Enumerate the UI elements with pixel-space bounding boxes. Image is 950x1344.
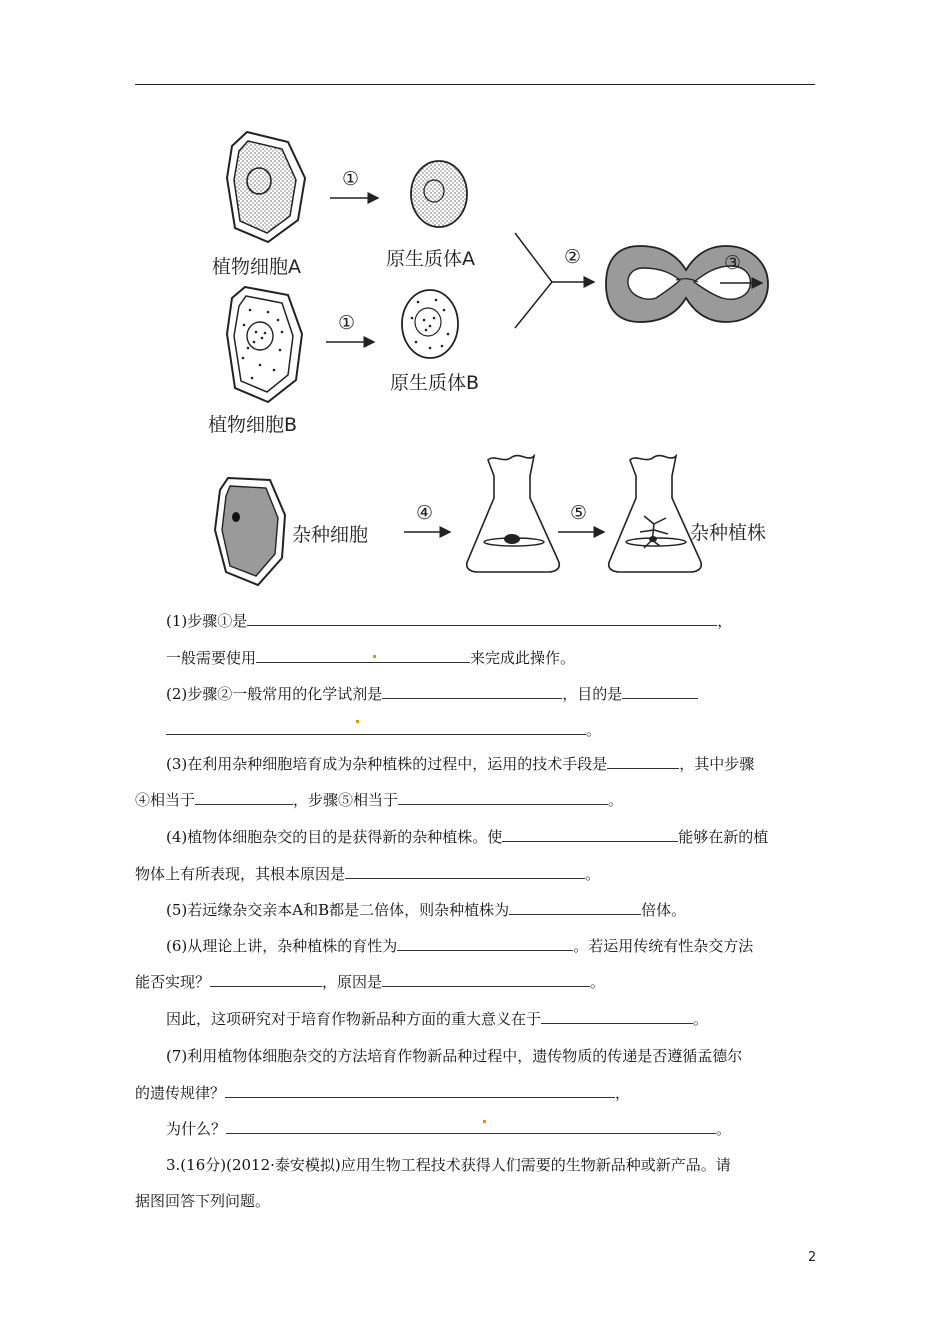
q1-text: (1)步骤①是 xyxy=(166,612,248,630)
q2-mid: ，目的是 xyxy=(562,685,623,703)
q6-line-b xyxy=(135,972,605,992)
q3-line-a xyxy=(166,754,754,774)
fused-protoplast xyxy=(606,246,768,322)
flask-callus xyxy=(467,456,560,572)
label-plant-cell-b: 植物细胞B xyxy=(208,414,298,436)
q7-line-a xyxy=(166,1046,742,1066)
q7-line-c xyxy=(166,1119,731,1139)
label-step-2: ② xyxy=(564,246,582,268)
label-step-5: ⑤ xyxy=(570,502,588,524)
q8-line-b xyxy=(135,1191,270,1211)
plant-cell-a xyxy=(227,132,305,242)
q2-line-a xyxy=(166,684,698,704)
label-hybrid-cell: 杂种细胞 xyxy=(292,524,369,546)
q4b-text: 物体上有所表现，其根本原因是 xyxy=(135,865,346,883)
merge-lines xyxy=(515,233,552,328)
q7c-text: 为什么？ xyxy=(166,1120,227,1138)
q4b-end: 。 xyxy=(585,865,601,883)
q3b-text: ④相当于 xyxy=(135,791,196,809)
q3-mid: ，其中步骤 xyxy=(679,755,755,773)
q8-text: 3.(16分)(2012·泰安模拟)应用生物工程技术获得人们需要的生物新品种或新产品。请 xyxy=(166,1156,731,1174)
stray-dot xyxy=(356,720,359,723)
label-protoplast-b: 原生质体B xyxy=(390,372,480,394)
q1-line-a xyxy=(166,611,732,631)
q6b-end: 。 xyxy=(590,973,606,991)
q8-line-a xyxy=(166,1155,731,1175)
q7b-text: 的遗传规律？ xyxy=(135,1084,226,1102)
q5-line xyxy=(166,900,686,920)
answer-blank[interactable] xyxy=(382,684,562,699)
q6c-end: 。 xyxy=(693,1010,709,1028)
cell-fusion-figure xyxy=(190,120,790,600)
flask-plantlet xyxy=(609,456,702,572)
q1-line-b xyxy=(166,648,575,668)
q7-line-b xyxy=(135,1083,630,1103)
answer-blank[interactable] xyxy=(166,720,586,735)
protoplast-a xyxy=(411,161,467,227)
answer-blank[interactable] xyxy=(541,1009,693,1024)
header-rule xyxy=(135,84,815,85)
q4-text: (4)植物体细胞杂交的目的是获得新的杂种植株。使 xyxy=(166,828,503,846)
label-step-1b: ① xyxy=(338,312,356,334)
label-hybrid-plant: 杂种植株 xyxy=(690,522,767,544)
q2-line-b xyxy=(166,720,601,740)
answer-blank[interactable] xyxy=(256,648,470,663)
q5-end: 倍体。 xyxy=(641,901,687,919)
label-protoplast-a: 原生质体A xyxy=(386,248,475,270)
label-step-1a: ① xyxy=(342,168,360,190)
answer-blank[interactable] xyxy=(502,827,678,842)
q3b-mid: ，步骤⑤相当于 xyxy=(293,791,399,809)
q2-text: (2)步骤②一般常用的化学试剂是 xyxy=(166,685,383,703)
answer-blank[interactable] xyxy=(195,790,293,805)
q1-punct: ， xyxy=(717,612,733,630)
q4-line-a xyxy=(166,827,768,847)
label-step-4: ④ xyxy=(416,502,434,524)
answer-blank[interactable] xyxy=(210,972,322,987)
q4-end: 能够在新的植 xyxy=(678,828,769,846)
q3-line-b xyxy=(135,790,623,810)
q6b-mid: ，原因是 xyxy=(322,973,383,991)
page-number: 2 xyxy=(808,1250,817,1265)
answer-blank[interactable] xyxy=(397,936,573,951)
q1b-text: 一般需要使用 xyxy=(166,649,257,667)
answer-blank[interactable] xyxy=(226,1119,716,1134)
answer-blank[interactable] xyxy=(382,972,590,987)
hybrid-cell xyxy=(215,478,285,585)
q6-text: (6)从理论上讲，杂种植株的育性为 xyxy=(166,937,398,955)
answer-blank[interactable] xyxy=(398,790,608,805)
q3-text: (3)在利用杂种细胞培育成为杂种植株的过程中，运用的技术手段是 xyxy=(166,755,608,773)
q4-line-b xyxy=(135,864,600,884)
label-step-3: ③ xyxy=(724,252,742,274)
q1b-end: 来完成此操作。 xyxy=(470,649,576,667)
answer-blank[interactable] xyxy=(225,1083,615,1098)
stray-dot xyxy=(483,1120,486,1123)
q6c-text: 因此，这项研究对于培育作物新品种方面的重大意义在于 xyxy=(166,1010,542,1028)
q2-end: 。 xyxy=(586,721,602,739)
q5-text: (5)若远缘杂交亲本A和B都是二倍体，则杂种植株为 xyxy=(166,901,510,919)
plant-cell-b xyxy=(227,287,302,402)
answer-blank[interactable] xyxy=(509,900,641,915)
q6-end: 。若运用传统有性杂交方法 xyxy=(573,937,754,955)
q3b-end: 。 xyxy=(608,791,624,809)
q7c-end: 。 xyxy=(716,1120,732,1138)
answer-blank[interactable] xyxy=(622,684,698,699)
q7b-end: ， xyxy=(615,1084,631,1102)
q8b-text: 据图回答下列问题。 xyxy=(135,1192,271,1210)
answer-blank[interactable] xyxy=(345,864,585,879)
label-plant-cell-a: 植物细胞A xyxy=(212,256,301,278)
protoplast-b xyxy=(402,290,458,358)
q7-text: (7)利用植物体细胞杂交的方法培育作物新品种过程中，遗传物质的传递是否遵循孟德尔 xyxy=(166,1047,743,1065)
q6-line-c xyxy=(166,1009,708,1029)
answer-blank[interactable] xyxy=(607,754,679,769)
stray-dot xyxy=(373,655,376,658)
q6-line-a xyxy=(166,936,753,956)
q6b-text: 能否实现？ xyxy=(135,973,211,991)
answer-blank[interactable] xyxy=(247,611,717,626)
